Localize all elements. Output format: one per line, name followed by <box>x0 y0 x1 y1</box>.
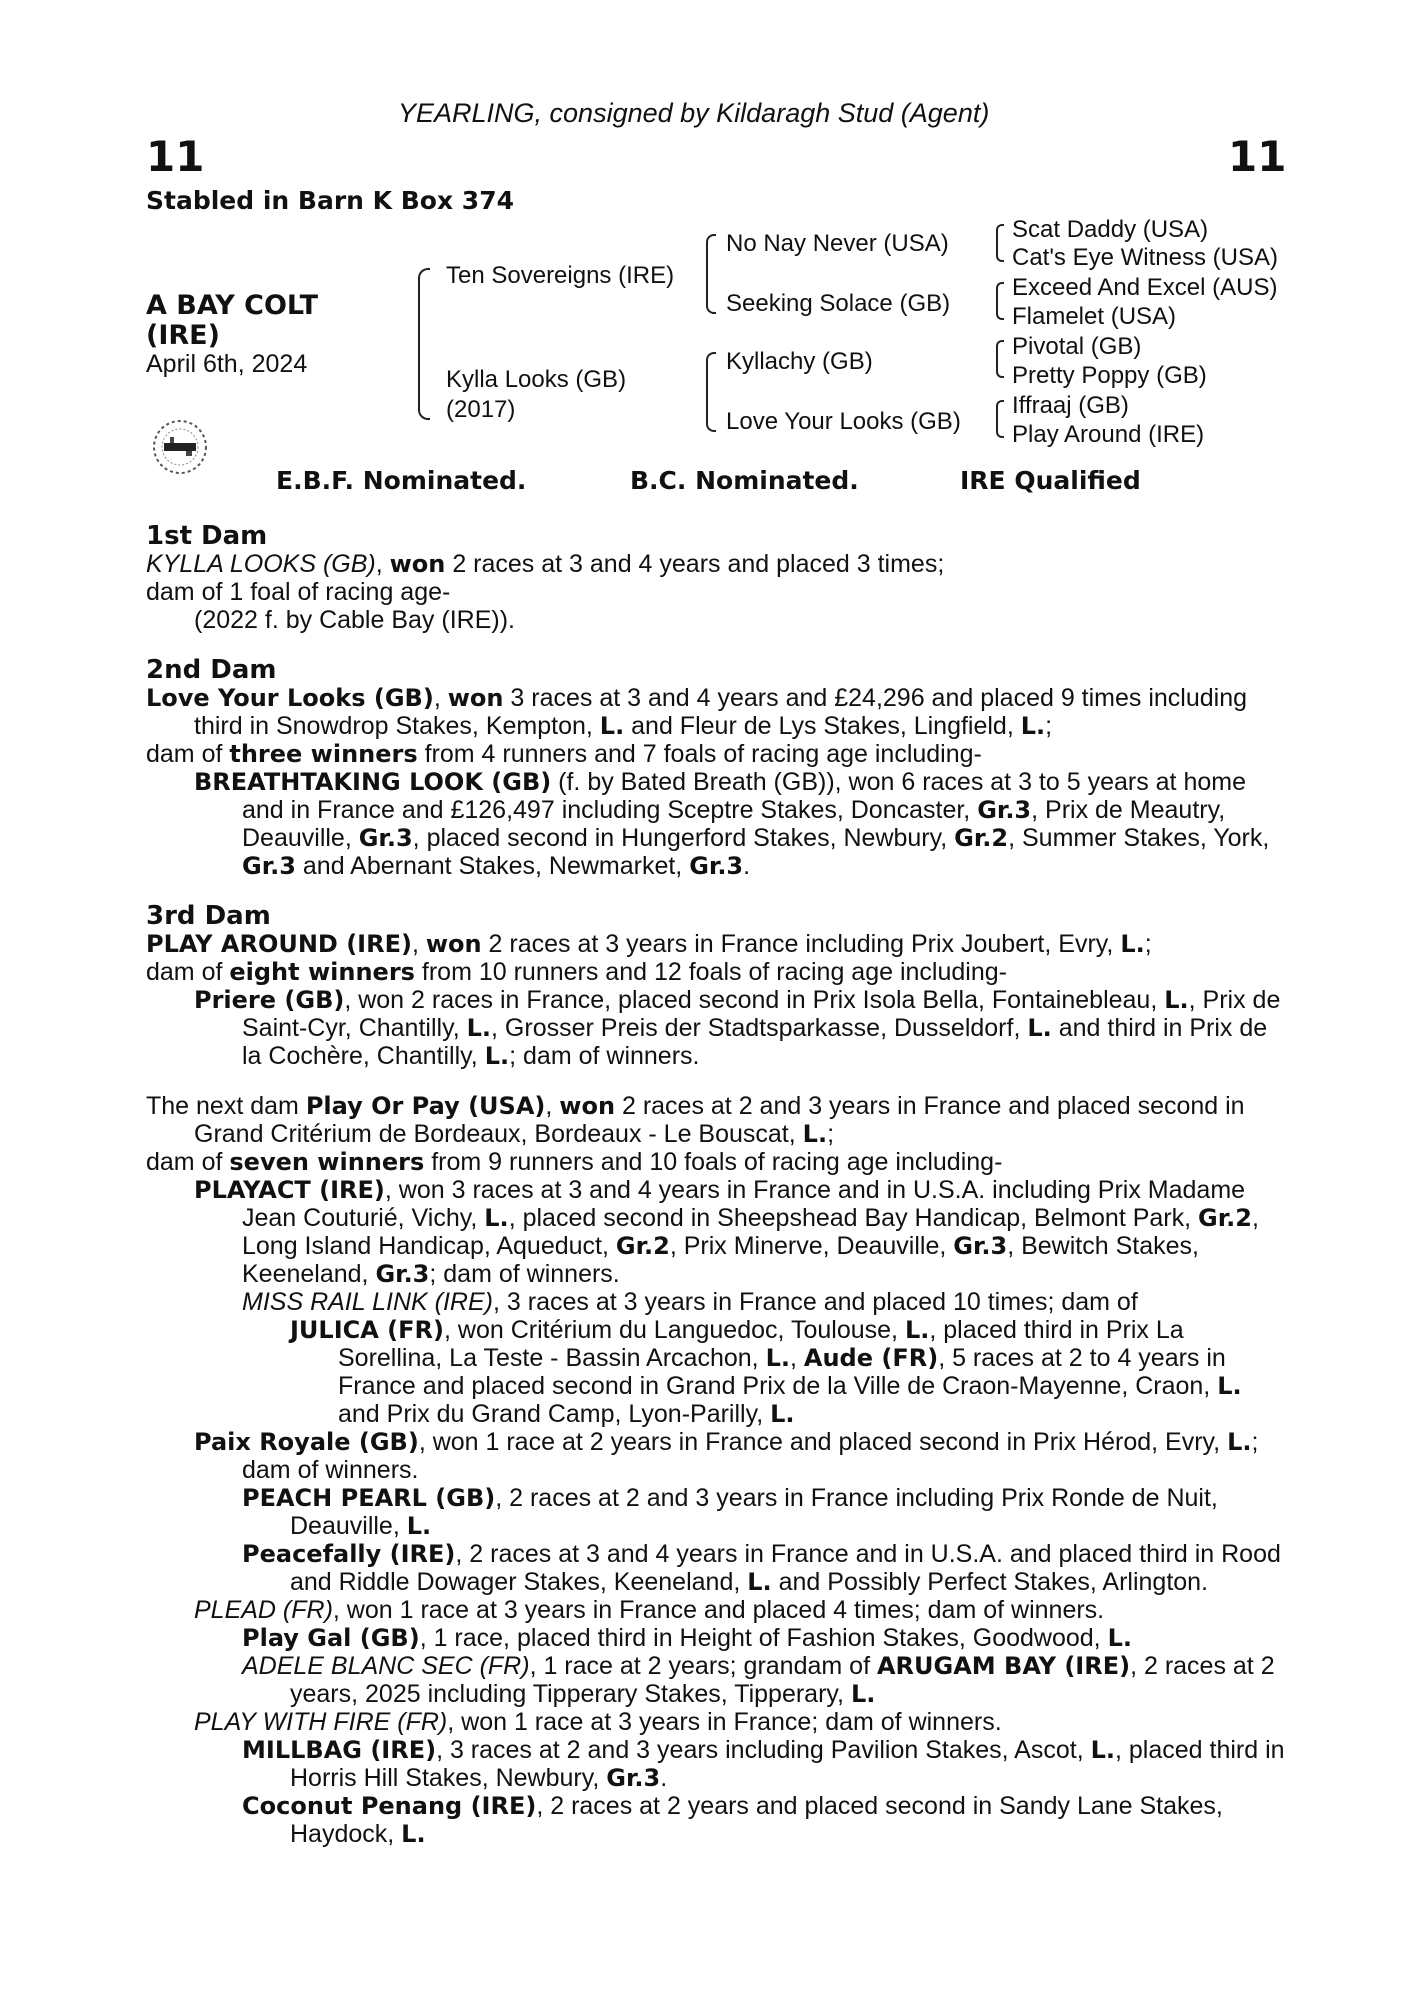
sire: Ten Sovereigns (IRE) <box>446 262 675 289</box>
pedigree-brace-sd <box>996 282 1004 320</box>
progeny-play-gal: Play Gal (GB), 1 race, placed third in Height of Fashion Stakes, Goodwood, L. <box>242 1624 1132 1652</box>
pedigree-brace-sire <box>706 234 716 314</box>
progeny-miss-rail-link: MISS RAIL LINK (IRE), 3 races at 3 years in France and placed 10 times; dam of <box>242 1288 1138 1316</box>
progeny-julica: JULICA (FR), won Critérium du Languedoc, Toulouse, L., placed third in Prix La Sorellina, La Teste - Bassin Arcachon, L., Aude (FR), 5 races at 2 to 4 years in France and placed second in Grand Prix de la Ville de Craon-Mayenne, Craon, L. and Prix du Grand Camp, Lyon-Parilly, L. <box>290 1316 1242 1428</box>
dam-dam-dam: Play Around (IRE) <box>1012 421 1205 448</box>
dam: Kylla Looks (GB) <box>446 366 627 393</box>
first-dam-name: KYLLA LOOKS (GB) <box>146 550 376 578</box>
progeny-peach-pearl: PEACH PEARL (GB), 2 races at 2 and 3 years in France including Prix Ronde de Nuit, Deauville, L. <box>242 1484 1218 1540</box>
third-dam-record: PLAY AROUND (IRE), won 2 races at 3 years in France including Prix Joubert, Evry, L.; <box>146 930 1152 958</box>
progeny-millbag: MILLBAG (IRE), 3 races at 2 and 3 years including Pavilion Stakes, Ascot, L., placed third in Horris Hill Stakes, Newbury, Gr.3. <box>242 1736 1285 1792</box>
first-dam-foal: (2022 f. by Cable Bay (IRE)). <box>194 606 515 634</box>
second-dam-record: Love Your Looks (GB), won 3 races at 3 and 4 years and £24,296 and placed 9 times including third in Snowdrop Stakes, Kempton, L. and Fleur de Lys Stakes, Lingfield, L.; <box>146 684 1248 740</box>
lot-number-left: 11 <box>146 132 205 181</box>
next-dam-produce: dam of seven winners from 9 runners and 10 foals of racing age including- <box>146 1148 1003 1176</box>
pedigree-brace-main <box>418 268 430 420</box>
dam-history <box>146 522 1286 1848</box>
progeny-playact: PLAYACT (IRE), won 3 races at 3 and 4 years in France and in U.S.A. including Prix Madame Jean Couturié, Vichy, L., placed second in Sheepshead Bay Handicap, Belmont Park, Gr.2, Long Island Handicap, Aqueduct, Gr.2, Prix Minerve, Deauville, Gr.3, Bewitch Stakes, Keeneland, Gr.3; dam of winners. <box>194 1176 1259 1288</box>
bc-nominated: B.C. Nominated. <box>630 466 859 495</box>
horse-country: (IRE) <box>146 320 220 351</box>
foaling-date: April 6th, 2024 <box>146 350 308 378</box>
second-dam-progeny: BREATHTAKING LOOK (GB) (f. by Bated Breath (GB)), won 6 races at 3 to 5 years at home and in France and £126,497 including Sceptre Stakes, Doncaster, Gr.3, Prix de Meautry, Deauville, Gr.3, placed second in Hungerford Stakes, Newbury, Gr.2, Summer Stakes, York, Gr.3 and Abernant Stakes, Newmarket, Gr.3. <box>194 768 1270 880</box>
dam-dam: Love Your Looks (GB) <box>726 408 961 435</box>
sire-sire-dam: Cat's Eye Witness (USA) <box>1012 244 1278 271</box>
dam-dam-sire: Iffraaj (GB) <box>1012 392 1129 419</box>
sire-sire-sire: Scat Daddy (USA) <box>1012 216 1209 243</box>
ire-qualified: IRE Qualified <box>960 466 1141 495</box>
first-dam-produce: dam of 1 foal of racing age- <box>146 578 451 606</box>
second-dam-heading: 2nd Dam <box>146 655 277 685</box>
sire-dam-sire: Exceed And Excel (AUS) <box>1012 274 1278 301</box>
first-dam-heading: 1st Dam <box>146 521 268 551</box>
progeny-coconut-penang: Coconut Penang (IRE), 2 races at 2 years and placed second in Sandy Lane Stakes, Haydock, L. <box>242 1792 1223 1848</box>
next-dam-record: The next dam Play Or Pay (USA), won 2 races at 2 and 3 years in France and placed second in Grand Critérium de Bordeaux, Bordeaux - Le Bouscat, L.; <box>146 1092 1245 1148</box>
third-dam-progeny: Priere (GB), won 2 races in France, placed second in Prix Isola Bella, Fontainebleau, L., Prix de Saint-Cyr, Chantilly, L., Grosser Preis der Stadtsparkasse, Dusseldorf, L. and third in Prix de la Cochère, Chantilly, L.; dam of winners. <box>194 986 1281 1070</box>
lot-number-right: 11 <box>1228 132 1287 181</box>
consignor-line: YEARLING, consigned by Kildaragh Stud (Agent) <box>398 98 990 128</box>
pedigree-brace-ds <box>996 340 1004 378</box>
third-dam-produce: dam of eight winners from 10 runners and 12 foals of racing age including- <box>146 958 1007 986</box>
pedigree-brace-dam <box>706 352 716 432</box>
progeny-play-with-fire: PLAY WITH FIRE (FR), won 1 race at 3 years in France; dam of winners. <box>194 1708 1002 1736</box>
dam-year: (2017) <box>446 396 516 423</box>
ebf-nominated: E.B.F. Nominated. <box>276 466 527 495</box>
second-dam-produce: dam of three winners from 4 runners and 7 foals of racing age including- <box>146 740 982 768</box>
progeny-paix-royale: Paix Royale (GB), won 1 race at 2 years in France and placed second in Prix Hérod, Evry, L.; dam of winners. <box>194 1428 1259 1484</box>
sire-dam: Seeking Solace (GB) <box>726 290 951 317</box>
first-dam-record: KYLLA LOOKS (GB), won 2 races at 3 and 4 years and placed 3 times; <box>146 550 945 578</box>
progeny-peacefally: Peacefally (IRE), 2 races at 3 and 4 years in France and in U.S.A. and placed third in Rood and Riddle Dowager Stakes, Keeneland, L. and Possibly Perfect Stakes, Arlington. <box>242 1540 1281 1596</box>
third-dam-heading: 3rd Dam <box>146 901 271 931</box>
dam-sire-sire: Pivotal (GB) <box>1012 333 1142 360</box>
progeny-plead: PLEAD (FR), won 1 race at 3 years in France and placed 4 times; dam of winners. <box>194 1596 1105 1624</box>
progeny-adele-blanc-sec: ADELE BLANC SEC (FR), 1 race at 2 years; grandam of ARUGAM BAY (IRE), 2 races at 2 years, 2025 including Tipperary Stakes, Tipperary, L. <box>242 1652 1275 1708</box>
sire-sire: No Nay Never (USA) <box>726 230 949 257</box>
dam-sire-dam: Pretty Poppy (GB) <box>1012 362 1207 389</box>
stud-seal-icon <box>148 412 212 487</box>
stabled-line: Stabled in Barn K Box 374 <box>146 186 514 215</box>
horse-title: A BAY COLT <box>146 290 319 321</box>
pedigree-brace-ss <box>996 224 1004 262</box>
sire-dam-dam: Flamelet (USA) <box>1012 303 1177 330</box>
pedigree-brace-dd <box>996 400 1004 438</box>
dam-sire: Kyllachy (GB) <box>726 348 873 375</box>
